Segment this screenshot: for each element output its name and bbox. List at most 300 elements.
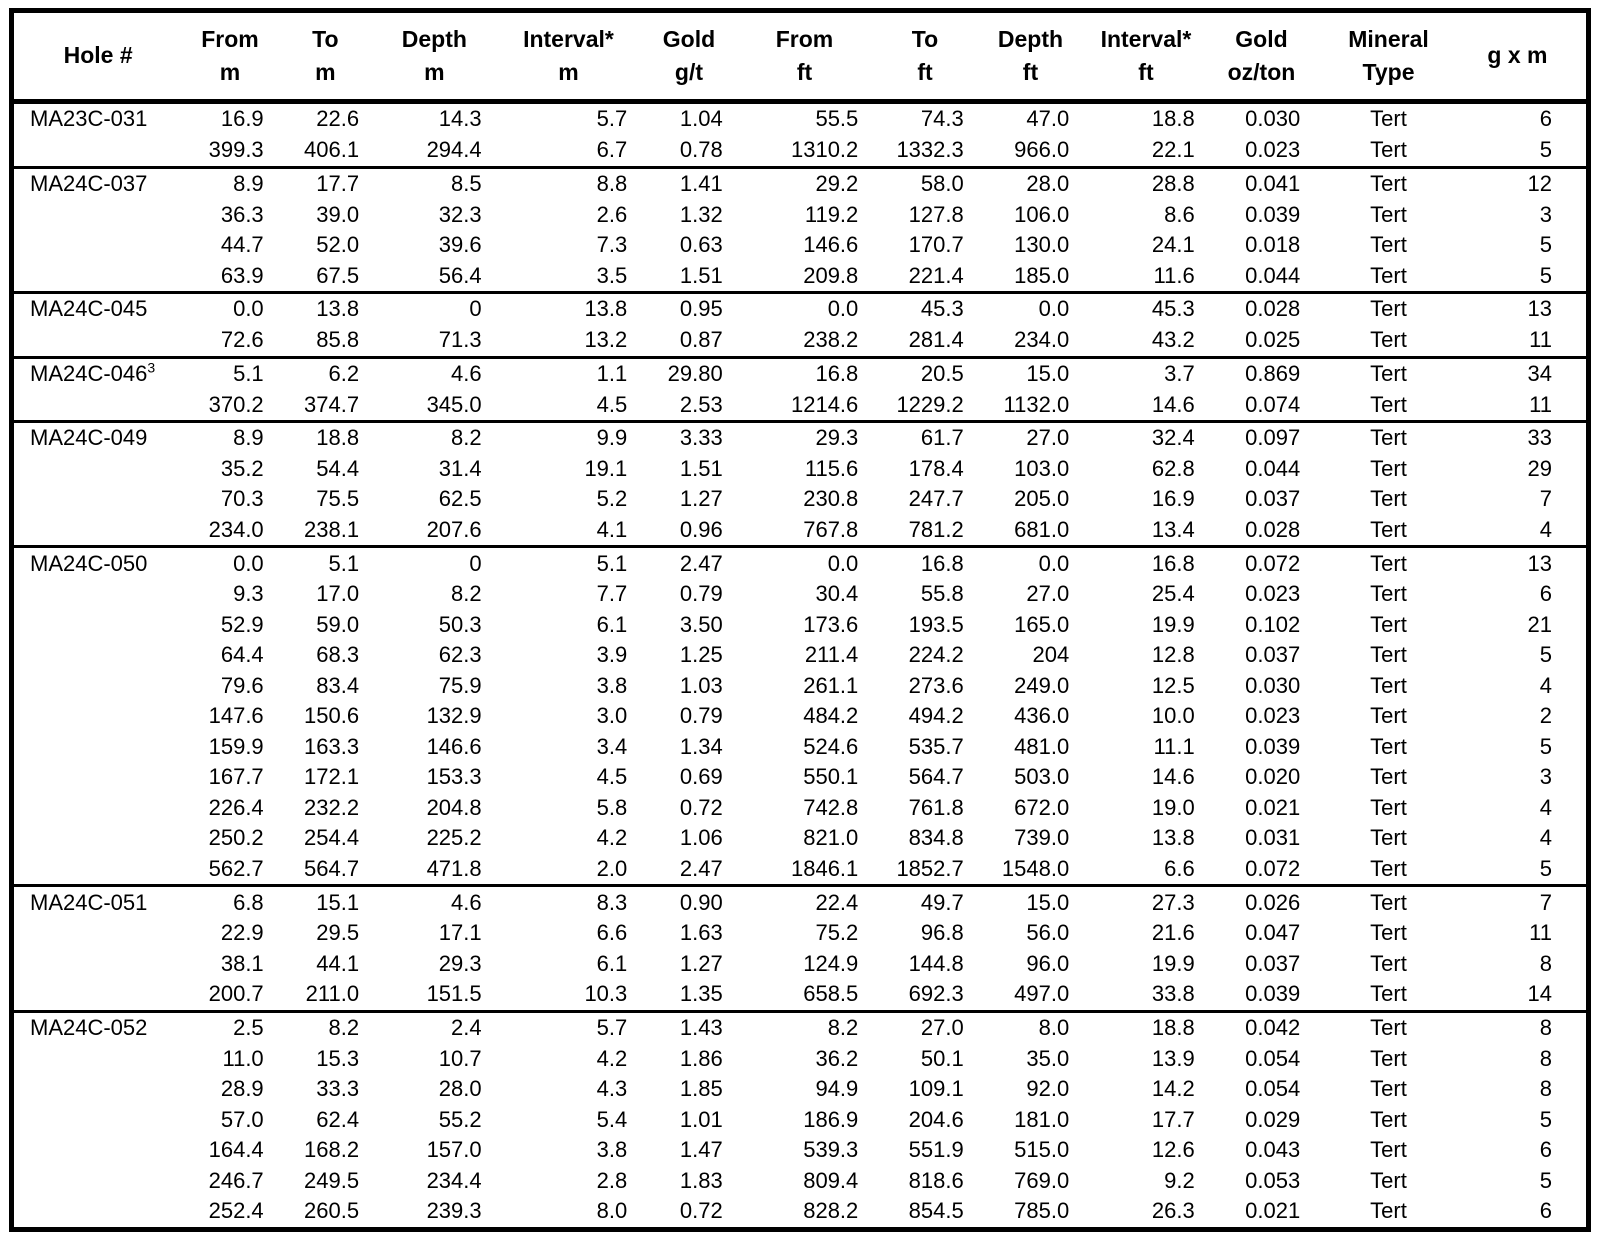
cell-mineral-type: Tert: [1370, 764, 1407, 790]
table-row: [12, 199, 1589, 229]
cell-interval-ft: 21.6: [1151, 920, 1195, 946]
cell-hole-id: [12, 579, 183, 609]
cell-hole-id: [12, 260, 183, 292]
cell-to-ft: 834.8: [908, 825, 964, 851]
cell-interval-ft: 43.2: [1151, 327, 1195, 353]
header-g-x-m: [1463, 11, 1589, 102]
cell-to-ft: 193.5: [908, 611, 964, 637]
cell-from-ft: 55.5: [815, 106, 859, 132]
cell-depth-ft: 0.0: [978, 293, 1083, 325]
cell-interval-ft: 26.3: [1151, 1198, 1195, 1224]
cell-hole-id: [12, 640, 183, 670]
cell-mineral-type: Tert: [1370, 1045, 1407, 1071]
cell-to-ft: 761.8: [908, 794, 964, 820]
cell-to-m: 85.8: [316, 327, 360, 353]
table-row: [12, 357, 1589, 389]
cell-interval-m: 5.2: [596, 486, 628, 512]
cell-gold-gpt: 1.03: [679, 672, 723, 698]
cell-mineral-type: Tert: [1314, 547, 1463, 579]
cell-interval-m: 2.0: [596, 855, 628, 881]
cell-from-m: 6.8: [182, 886, 277, 918]
cell-gold-gpt: 3.50: [679, 611, 723, 637]
table-row: [12, 293, 1589, 325]
cell-from-ft: 767.8: [803, 517, 859, 543]
cell-mineral-type: Tert: [1370, 733, 1407, 759]
cell-gold-gpt: 1.34: [679, 733, 723, 759]
header-depth-m: [373, 11, 496, 102]
cell-g-x-m: 34: [1463, 357, 1589, 389]
cell-from-ft: 0.0: [737, 293, 873, 325]
cell-interval-ft: 14.2: [1151, 1076, 1195, 1102]
cell-gold-ozton: 0.039: [1245, 201, 1301, 227]
header-depth-m-unit: m: [424, 59, 445, 85]
cell-g-x-m: 5: [1539, 1106, 1552, 1132]
cell-to-m: 59.0: [316, 611, 360, 637]
cell-g-x-m: 6: [1539, 581, 1552, 607]
cell-depth-ft: 28.0: [978, 167, 1083, 199]
cell-depth-m: 62.5: [438, 486, 482, 512]
cell-g-x-m: 5: [1539, 232, 1552, 258]
cell-from-ft: 209.8: [803, 262, 859, 288]
hole-id-text: MA24C-051: [30, 889, 148, 915]
header-from-m-unit: m: [219, 59, 241, 85]
cell-to-m: 406.1: [304, 137, 360, 163]
table-row: [12, 102, 1589, 135]
cell-gold-ozton: 0.044: [1245, 455, 1301, 481]
cell-gold-ozton: 0.053: [1245, 1167, 1301, 1193]
cell-interval-ft: 25.4: [1151, 581, 1195, 607]
cell-from-ft: 173.6: [803, 611, 859, 637]
cell-gold-gpt: 1.35: [679, 981, 723, 1007]
cell-depth-ft: 503.0: [1014, 764, 1070, 790]
cell-mineral-type: Tert: [1370, 1198, 1407, 1224]
cell-from-ft: 29.2: [737, 167, 873, 199]
cell-g-x-m: 6: [1539, 1137, 1552, 1163]
cell-depth-ft: 769.0: [1014, 1167, 1070, 1193]
cell-depth-m: 204.8: [426, 794, 482, 820]
cell-mineral-type: Tert: [1370, 672, 1407, 698]
header-depth-ft-unit: ft: [1022, 59, 1039, 85]
cell-depth-m: 207.6: [426, 517, 482, 543]
cell-to-m: 13.8: [278, 293, 373, 325]
cell-from-m: 72.6: [220, 327, 264, 353]
cell-interval-m: 4.2: [596, 1045, 628, 1071]
cell-gold-gpt: 1.63: [679, 920, 723, 946]
cell-depth-m: 28.0: [438, 1076, 482, 1102]
header-interval-m-unit: m: [558, 59, 579, 85]
cell-depth-ft: 15.0: [978, 357, 1083, 389]
cell-gold-gpt: 1.43: [641, 1011, 736, 1043]
cell-from-m: 16.9: [220, 106, 264, 132]
cell-interval-ft: 19.9: [1151, 611, 1195, 637]
table-row: [12, 823, 1589, 853]
cell-mineral-type: Tert: [1370, 611, 1407, 637]
cell-depth-ft: 47.0: [1026, 106, 1070, 132]
cell-depth-ft: 204: [1032, 642, 1070, 668]
cell-to-ft: 281.4: [908, 327, 964, 353]
cell-mineral-type: Tert: [1370, 327, 1407, 353]
cell-to-ft: 1852.7: [896, 855, 964, 881]
cell-gold-gpt: 1.01: [679, 1106, 723, 1132]
cell-to-ft: 551.9: [908, 1137, 964, 1163]
cell-from-m: 147.6: [208, 703, 264, 729]
cell-interval-ft: 13.9: [1151, 1045, 1195, 1071]
cell-mineral-type: Tert: [1314, 1011, 1463, 1043]
cell-depth-m: 151.5: [426, 981, 482, 1007]
cell-to-ft: 204.6: [908, 1106, 964, 1132]
cell-depth-m: 345.0: [426, 391, 482, 417]
cell-depth-ft: 672.0: [1014, 794, 1070, 820]
cell-depth-m: 0: [373, 293, 496, 325]
cell-interval-ft: 9.2: [1164, 1167, 1195, 1193]
cell-g-x-m: 6: [1539, 1198, 1552, 1224]
cell-mineral-type: Tert: [1370, 486, 1407, 512]
cell-depth-ft: 103.0: [1014, 455, 1070, 481]
cell-interval-ft: 11.6: [1153, 262, 1195, 288]
table-row: [12, 701, 1589, 731]
cell-hole-id: [12, 701, 183, 731]
cell-depth-ft: 497.0: [1014, 981, 1070, 1007]
cell-gold-gpt: 1.27: [679, 950, 723, 976]
cell-from-ft: 484.2: [803, 703, 859, 729]
cell-gold-gpt: 1.32: [679, 201, 723, 227]
cell-hole-id: [12, 823, 183, 853]
cell-to-ft: 854.5: [908, 1198, 964, 1224]
cell-gold-ozton: 0.042: [1209, 1011, 1314, 1043]
cell-depth-ft: 165.0: [1014, 611, 1070, 637]
cell-mineral-type: Tert: [1314, 886, 1463, 918]
cell-mineral-type: Tert: [1370, 201, 1407, 227]
hole-id-text: MA24C-052: [30, 1015, 148, 1041]
cell-interval-m: 4.3: [596, 1076, 628, 1102]
cell-to-m: 17.7: [278, 167, 373, 199]
header-hole: [12, 11, 183, 102]
cell-depth-ft: 185.0: [1014, 262, 1070, 288]
cell-interval-m: 8.0: [596, 1198, 628, 1224]
cell-interval-ft: 18.8: [1151, 106, 1195, 132]
cell-gold-ozton: 0.044: [1245, 262, 1301, 288]
cell-g-x-m: 4: [1539, 517, 1552, 543]
cell-gold-ozton: 0.102: [1245, 611, 1301, 637]
cell-gold-gpt: 1.51: [679, 455, 723, 481]
cell-to-ft: 221.4: [908, 262, 964, 288]
cell-gold-gpt: 2.47: [641, 547, 736, 579]
cell-from-ft: 539.3: [803, 1137, 859, 1163]
cell-g-x-m: 8: [1539, 1076, 1552, 1102]
cell-gold-ozton: 0.031: [1245, 825, 1301, 851]
cell-gold-ozton: 0.039: [1245, 981, 1301, 1007]
cell-hole-id: [12, 1196, 183, 1230]
cell-from-m: 234.0: [208, 517, 264, 543]
table-row: [12, 325, 1589, 357]
cell-depth-m: 4.6: [373, 357, 496, 389]
cell-interval-ft: 12.5: [1151, 672, 1195, 698]
cell-interval-ft: 14.6: [1151, 391, 1195, 417]
table-row: [12, 1104, 1589, 1134]
cell-mineral-type: Tert: [1370, 455, 1407, 481]
table-row: [12, 422, 1589, 454]
cell-depth-m: 71.3: [438, 327, 482, 353]
cell-interval-ft: 22.1: [1151, 137, 1195, 163]
cell-from-m: 5.1: [182, 357, 277, 389]
table-row: [12, 484, 1589, 514]
cell-from-m: 8.9: [182, 167, 277, 199]
cell-to-m: 29.5: [316, 920, 360, 946]
cell-to-ft: 564.7: [908, 764, 964, 790]
cell-interval-m: 1.1: [496, 357, 642, 389]
cell-interval-ft: 16.8: [1083, 547, 1209, 579]
cell-from-ft: 828.2: [803, 1198, 859, 1224]
cell-hole-id: [12, 1011, 183, 1043]
cell-g-x-m: 8: [1539, 950, 1552, 976]
cell-interval-ft: 6.6: [1164, 855, 1195, 881]
cell-from-m: 35.2: [220, 455, 264, 481]
cell-gold-ozton: 0.026: [1209, 886, 1314, 918]
cell-gold-gpt: 1.83: [679, 1167, 723, 1193]
header-g-x-m-label: g x m: [1487, 42, 1548, 69]
header-gold-gpt-unit: g/t: [674, 59, 704, 85]
header-to-ft-label: To: [911, 25, 939, 52]
cell-from-ft: 524.6: [803, 733, 859, 759]
cell-from-ft: 1310.2: [790, 137, 859, 163]
cell-gold-ozton: 0.029: [1245, 1106, 1301, 1132]
cell-from-m: 52.9: [220, 611, 264, 637]
table-row: [12, 1074, 1589, 1104]
cell-hole-id: [12, 230, 183, 260]
cell-gold-ozton: 0.028: [1245, 517, 1301, 543]
header-to-ft-unit: ft: [917, 59, 933, 85]
cell-interval-m: 6.6: [596, 920, 628, 946]
cell-gold-gpt: 0.72: [679, 1198, 723, 1224]
table-row: [12, 1135, 1589, 1165]
cell-from-m: 28.9: [220, 1076, 264, 1102]
cell-from-m: 8.9: [182, 422, 277, 454]
cell-interval-ft: 14.6: [1151, 764, 1195, 790]
cell-depth-m: 294.4: [426, 137, 482, 163]
table-row: [12, 793, 1589, 823]
cell-mineral-type: Tert: [1370, 855, 1407, 881]
cell-to-m: 260.5: [304, 1198, 360, 1224]
cell-from-ft: 30.4: [815, 581, 859, 607]
cell-interval-ft: 33.8: [1151, 981, 1195, 1007]
cell-from-m: 57.0: [220, 1106, 264, 1132]
cell-to-m: 44.1: [316, 950, 360, 976]
cell-interval-m: 7.3: [596, 232, 628, 258]
cell-to-m: 249.5: [304, 1167, 360, 1193]
cell-to-m: 6.2: [278, 357, 373, 389]
table-row: [12, 1043, 1589, 1073]
cell-to-ft: 692.3: [908, 981, 964, 1007]
cell-interval-m: 3.8: [596, 1137, 628, 1163]
cell-from-ft: 22.4: [737, 886, 873, 918]
cell-depth-m: 32.3: [438, 201, 482, 227]
cell-interval-m: 5.7: [496, 1011, 642, 1043]
cell-depth-m: 10.7: [438, 1045, 482, 1071]
cell-mineral-type: Tert: [1370, 825, 1407, 851]
cell-depth-m: 14.3: [438, 106, 482, 132]
cell-gold-gpt: 1.47: [679, 1137, 723, 1163]
header-from-m-label: From: [201, 25, 259, 52]
cell-depth-m: 2.4: [373, 1011, 496, 1043]
cell-hole-id: [12, 389, 183, 421]
table-header: [12, 11, 1589, 102]
cell-gold-ozton: 0.074: [1245, 391, 1301, 417]
cell-to-m: 232.2: [304, 794, 360, 820]
cell-interval-m: 3.9: [596, 642, 628, 668]
cell-from-m: 164.4: [208, 1137, 264, 1163]
cell-from-ft: 16.8: [737, 357, 873, 389]
cell-gold-ozton: 0.037: [1245, 642, 1301, 668]
cell-to-m: 54.4: [316, 455, 360, 481]
cell-from-ft: 1846.1: [790, 855, 859, 881]
cell-to-m: 83.4: [316, 672, 360, 698]
cell-depth-ft: 56.0: [1026, 920, 1070, 946]
cell-to-ft: 273.6: [908, 672, 964, 698]
cell-g-x-m: 21: [1527, 611, 1552, 637]
cell-g-x-m: 11: [1529, 327, 1552, 353]
cell-to-m: 33.3: [316, 1076, 360, 1102]
cell-to-ft: 49.7: [872, 886, 977, 918]
cell-depth-m: 153.3: [426, 764, 482, 790]
header-gold-gpt: [641, 11, 736, 102]
cell-from-m: 38.1: [220, 950, 264, 976]
cell-hole-id: [12, 102, 183, 135]
cell-to-m: 8.2: [278, 1011, 373, 1043]
cell-from-m: 399.3: [208, 137, 264, 163]
cell-interval-ft: 12.8: [1151, 642, 1195, 668]
cell-depth-ft: 436.0: [1014, 703, 1070, 729]
cell-gold-gpt: 2.53: [679, 391, 723, 417]
cell-mineral-type: Tert: [1370, 517, 1407, 543]
cell-gold-ozton: 0.030: [1245, 672, 1301, 698]
cell-interval-m: 13.8: [496, 293, 642, 325]
cell-to-ft: 224.2: [908, 642, 964, 668]
cell-gold-gpt: 1.85: [679, 1076, 723, 1102]
cell-from-m: 0.0: [182, 293, 277, 325]
cell-g-x-m: 33: [1463, 422, 1589, 454]
cell-depth-ft: 481.0: [1014, 733, 1070, 759]
cell-gold-ozton: 0.043: [1245, 1137, 1301, 1163]
cell-g-x-m: 5: [1539, 1167, 1552, 1193]
cell-hole-id: [12, 979, 183, 1011]
table-row: [12, 547, 1589, 579]
cell-g-x-m: 13: [1463, 293, 1589, 325]
hole-id-text: MA24C-037: [30, 171, 148, 196]
cell-gold-gpt: 0.72: [679, 794, 723, 820]
cell-mineral-type: Tert: [1370, 1137, 1407, 1163]
cell-from-m: 159.9: [208, 733, 264, 759]
cell-interval-ft: 8.6: [1164, 201, 1195, 227]
cell-interval-ft: 27.3: [1083, 886, 1209, 918]
hole-id-text: MA24C-049: [30, 425, 148, 451]
cell-gold-ozton: 0.037: [1245, 486, 1301, 512]
cell-depth-ft: 681.0: [1014, 517, 1070, 543]
cell-to-m: 67.5: [316, 262, 360, 288]
cell-mineral-type: Tert: [1370, 391, 1407, 417]
cell-to-ft: 20.5: [872, 357, 977, 389]
cell-mineral-type: Tert: [1370, 137, 1407, 163]
cell-hole-id: [12, 1135, 183, 1165]
hole-id-text: MA24C-050: [30, 550, 148, 576]
hole-id-text: MA24C-046: [30, 360, 148, 386]
cell-hole-id: [12, 515, 183, 547]
table-row: [12, 979, 1589, 1011]
cell-gold-gpt: 1.04: [679, 106, 723, 132]
cell-gold-gpt: 0.78: [679, 137, 723, 163]
cell-interval-m: 5.8: [596, 794, 628, 820]
cell-to-m: 17.0: [316, 581, 360, 607]
table-row: [12, 671, 1589, 701]
cell-to-m: 68.3: [316, 642, 360, 668]
cell-hole-id: [12, 484, 183, 514]
cell-gold-gpt: 1.06: [679, 825, 723, 851]
cell-depth-m: 471.8: [426, 855, 482, 881]
cell-hole-id: [12, 454, 183, 484]
hole-id-text: MA24C-045: [30, 296, 148, 322]
cell-hole-id: [12, 293, 183, 325]
cell-from-m: 250.2: [208, 825, 264, 851]
cell-from-m: 246.7: [208, 1167, 264, 1193]
cell-gold-gpt: 1.41: [641, 167, 736, 199]
cell-hole-id: [12, 357, 183, 389]
cell-gold-ozton: 0.072: [1209, 547, 1314, 579]
cell-g-x-m: 5: [1539, 137, 1552, 163]
cell-gold-ozton: 0.072: [1245, 855, 1301, 881]
hole-id-footnote-superscript: 3: [147, 359, 156, 376]
cell-interval-ft: 12.6: [1151, 1137, 1195, 1163]
cell-to-ft: 247.7: [908, 486, 964, 512]
table-row: [12, 454, 1589, 484]
cell-gold-ozton: 0.037: [1245, 950, 1301, 976]
table-row: [12, 610, 1589, 640]
cell-gold-ozton: 0.028: [1209, 293, 1314, 325]
cell-from-ft: 1214.6: [790, 391, 859, 417]
cell-depth-m: 8.5: [373, 167, 496, 199]
cell-hole-id: [12, 547, 183, 579]
table-row: [12, 949, 1589, 979]
hole-id-text: MA23C-031: [30, 106, 148, 132]
cell-g-x-m: 3: [1539, 201, 1552, 227]
table-row: [12, 854, 1589, 886]
cell-interval-m: 3.4: [596, 733, 628, 759]
cell-depth-m: 17.1: [438, 920, 482, 946]
header-from-ft: [737, 11, 873, 102]
cell-from-m: 167.7: [208, 764, 264, 790]
cell-interval-ft: 10.0: [1151, 703, 1195, 729]
cell-gold-gpt: 0.95: [641, 293, 736, 325]
cell-to-m: 15.1: [278, 886, 373, 918]
cell-to-ft: 127.8: [908, 201, 964, 227]
cell-to-ft: 494.2: [908, 703, 964, 729]
cell-to-ft: 16.8: [872, 547, 977, 579]
header-gold-ozton: [1209, 11, 1314, 102]
cell-to-m: 75.5: [316, 486, 360, 512]
cell-gold-ozton: 0.869: [1209, 357, 1314, 389]
header-interval-ft: [1083, 11, 1209, 102]
cell-interval-ft: 19.0: [1151, 794, 1195, 820]
drill-results-table: [9, 8, 1591, 1232]
cell-hole-id: [12, 325, 183, 357]
cell-from-ft: 261.1: [803, 672, 859, 698]
cell-g-x-m: 5: [1539, 733, 1552, 759]
cell-to-ft: 144.8: [908, 950, 964, 976]
cell-from-ft: 211.4: [804, 642, 859, 668]
cell-hole-id: [12, 671, 183, 701]
header-interval-m: [496, 11, 642, 102]
cell-depth-ft: 1548.0: [1001, 855, 1070, 881]
cell-hole-id: [12, 422, 183, 454]
cell-to-ft: 27.0: [872, 1011, 977, 1043]
